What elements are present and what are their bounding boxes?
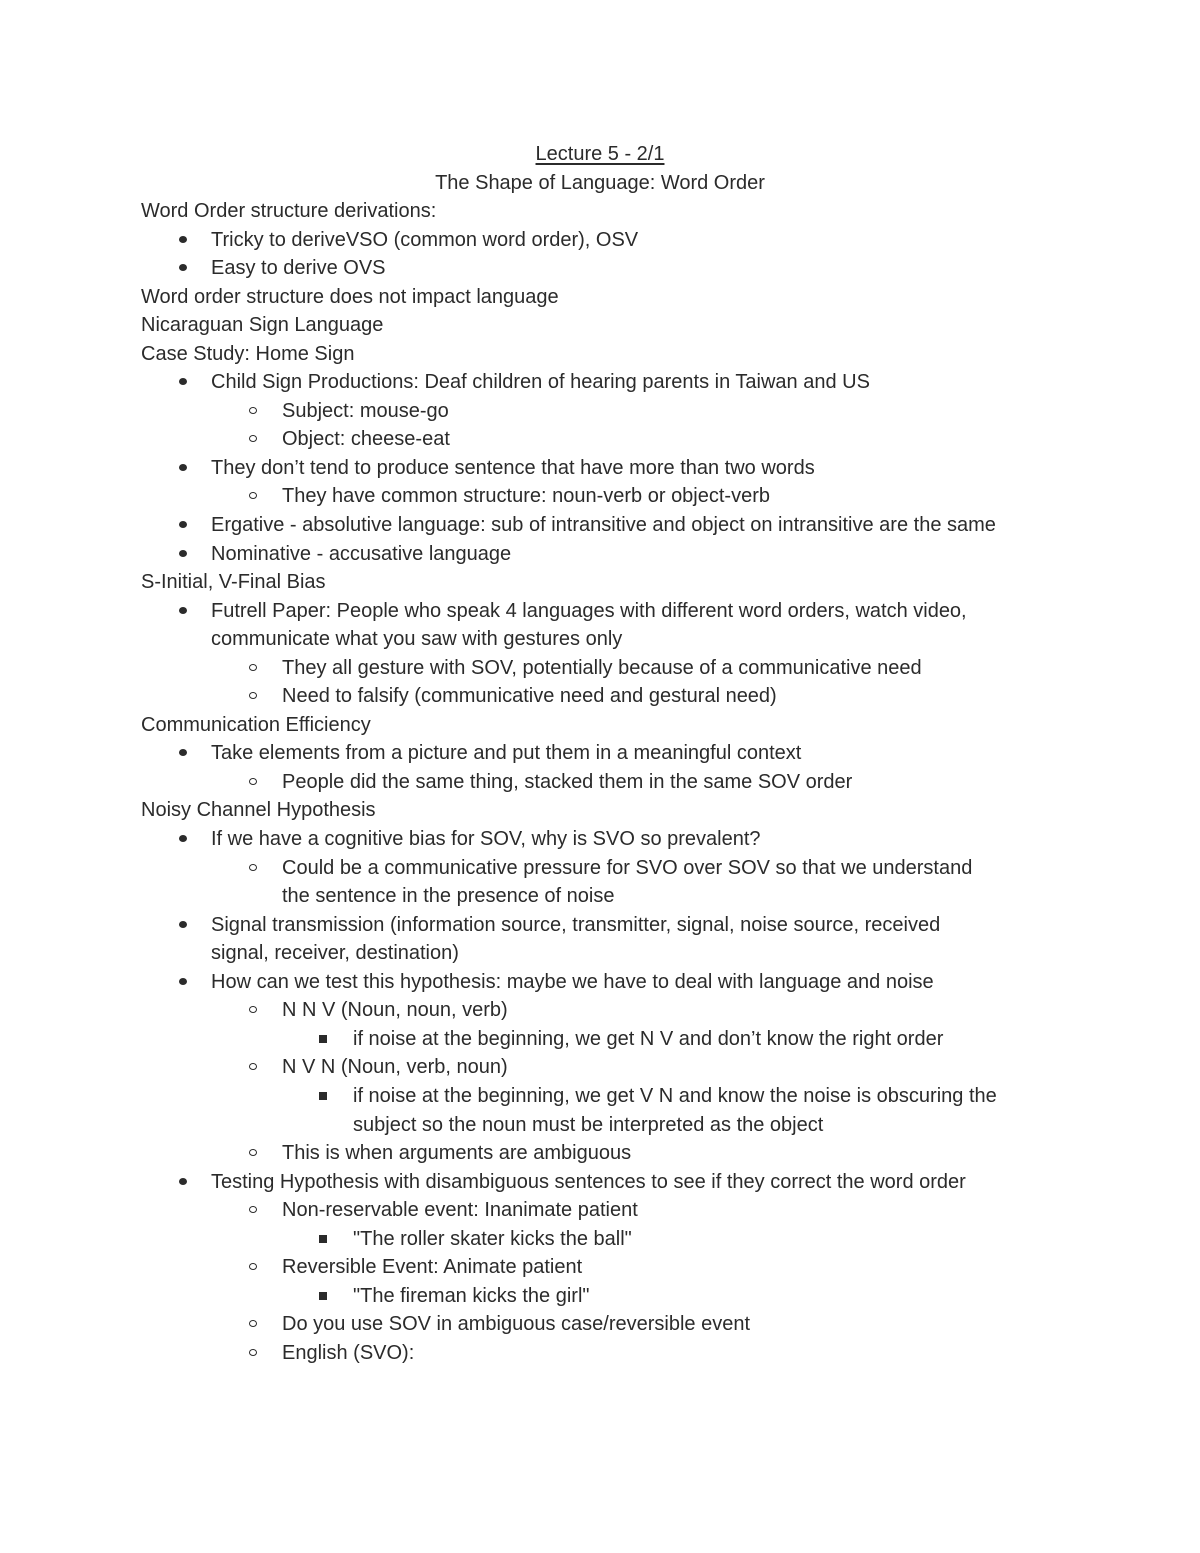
circle-bullet-icon <box>249 664 257 671</box>
disc-bullet-icon <box>179 264 187 271</box>
list-item <box>0 1196 1200 1225</box>
section-heading <box>0 796 1200 825</box>
list-item <box>0 511 1200 540</box>
circle-bullet-icon <box>249 492 257 499</box>
list-item-text: Could be a communicative pressure for SVO over SOV so that we understand <box>282 856 973 879</box>
list-item-text: Signal transmission (information source, transmitter, signal, noise source, received <box>211 913 941 936</box>
square-bullet-icon <box>319 1035 327 1043</box>
list-item <box>0 939 1200 968</box>
list-item-text: Need to falsify (communicative need and gestural need) <box>282 685 777 708</box>
circle-bullet-icon <box>249 407 257 414</box>
circle-bullet-icon <box>249 778 257 785</box>
list-item <box>0 1225 1200 1254</box>
list-item <box>0 682 1200 711</box>
section-heading-text: Noisy Channel Hypothesis <box>141 799 376 822</box>
disc-bullet-icon <box>179 835 187 842</box>
document-subtitle: The Shape of Language: Word Order <box>435 172 765 194</box>
list-item <box>0 625 1200 654</box>
list-item-text: Testing Hypothesis with disambiguous sentences to see if they correct the word order <box>211 1170 966 1193</box>
list-item-text: communicate what you saw with gestures only <box>211 628 623 651</box>
list-item <box>0 1339 1200 1368</box>
list-item <box>0 397 1200 426</box>
list-item <box>0 739 1200 768</box>
list-item-text: Child Sign Productions: Deaf children of hearing parents in Taiwan and US <box>211 371 870 394</box>
square-bullet-icon <box>319 1235 327 1243</box>
list-item <box>0 1139 1200 1168</box>
list-item <box>0 911 1200 940</box>
section-heading-text: S-Initial, V-Final Bias <box>141 571 326 594</box>
list-item-text: This is when arguments are ambiguous <box>282 1142 632 1165</box>
notes-body <box>0 197 1200 1367</box>
section-heading <box>0 568 1200 597</box>
list-item <box>0 1082 1200 1111</box>
circle-bullet-icon <box>249 435 257 442</box>
circle-bullet-icon <box>249 1263 257 1270</box>
list-item <box>0 825 1200 854</box>
circle-bullet-icon <box>249 692 257 699</box>
list-item-text: They all gesture with SOV, potentially because of a communicative need <box>282 656 922 679</box>
square-bullet-icon <box>319 1092 327 1100</box>
section-heading-text: Nicaraguan Sign Language <box>141 314 384 337</box>
list-item <box>0 996 1200 1025</box>
list-item-text: Do you use SOV in ambiguous case/reversible event <box>282 1313 751 1336</box>
list-item-text: subject so the noun must be interpreted as the object <box>353 1113 824 1136</box>
section-heading-text: Word Order structure derivations: <box>141 200 437 222</box>
list-item-text: Tricky to deriveVSO (common word order), OSV <box>211 228 639 251</box>
disc-bullet-icon <box>179 236 187 243</box>
list-item-text: Take elements from a picture and put them in a meaningful context <box>211 742 802 765</box>
list-item-text: signal, receiver, destination) <box>211 942 459 965</box>
list-item <box>0 1025 1200 1054</box>
list-item-text: N N V (Noun, noun, verb) <box>282 999 508 1022</box>
circle-bullet-icon <box>249 864 257 871</box>
circle-bullet-icon <box>249 1063 257 1070</box>
list-item-text: "The roller skater kicks the ball" <box>353 1227 632 1250</box>
list-item <box>0 454 1200 483</box>
list-item-text: If we have a cognitive bias for SOV, why is SVO so prevalent? <box>211 828 761 851</box>
list-item-text: Subject: mouse-go <box>282 399 449 422</box>
list-item <box>0 540 1200 569</box>
disc-bullet-icon <box>179 550 187 557</box>
square-bullet-icon <box>319 1292 327 1300</box>
list-item <box>0 1282 1200 1311</box>
list-item-text: Ergative - absolutive language: sub of intransitive and object on intransitive are the same <box>211 514 996 537</box>
list-item-text: if noise at the beginning, we get N V and don’t know the right order <box>353 1027 944 1050</box>
list-item-text: Easy to derive OVS <box>211 257 386 280</box>
disc-bullet-icon <box>179 749 187 756</box>
list-item <box>0 968 1200 997</box>
list-item <box>0 254 1200 283</box>
list-item-text: the sentence in the presence of noise <box>282 885 615 908</box>
list-item <box>0 597 1200 626</box>
section-heading-text: Communication Efficiency <box>141 713 371 736</box>
list-item-text: They don’t tend to produce sentence that have more than two words <box>211 456 815 479</box>
section-heading <box>0 197 1200 226</box>
list-item <box>0 1053 1200 1082</box>
list-item <box>0 1310 1200 1339</box>
list-item <box>0 1111 1200 1140</box>
disc-bullet-icon <box>179 1178 187 1185</box>
section-heading-text: Case Study: Home Sign <box>141 342 355 365</box>
list-item <box>0 226 1200 255</box>
list-item-text: if noise at the beginning, we get V N and know the noise is obscuring the <box>353 1084 997 1107</box>
list-item <box>0 368 1200 397</box>
document-title: Lecture 5 - 2/1 <box>535 143 665 165</box>
disc-bullet-icon <box>179 978 187 985</box>
section-heading-text: Word order structure does not impact language <box>141 285 559 308</box>
disc-bullet-icon <box>179 607 187 614</box>
list-item <box>0 768 1200 797</box>
list-item-text: Nominative - accusative language <box>211 542 512 565</box>
list-item-text: People did the same thing, stacked them in the same SOV order <box>282 770 853 793</box>
circle-bullet-icon <box>249 1349 257 1356</box>
section-heading <box>0 311 1200 340</box>
list-item <box>0 482 1200 511</box>
disc-bullet-icon <box>179 521 187 528</box>
list-item-text: "The fireman kicks the girl" <box>353 1284 590 1307</box>
list-item-text: They have common structure: noun-verb or object-verb <box>282 485 770 508</box>
list-item-text: Futrell Paper: People who speak 4 languages with different word orders, watch video, <box>211 599 967 622</box>
list-item-text: N V N (Noun, verb, noun) <box>282 1056 508 1079</box>
list-item-text: How can we test this hypothesis: maybe we have to deal with language and noise <box>211 970 934 993</box>
circle-bullet-icon <box>249 1206 257 1213</box>
list-item <box>0 654 1200 683</box>
disc-bullet-icon <box>179 378 187 385</box>
section-heading <box>0 711 1200 740</box>
circle-bullet-icon <box>249 1320 257 1327</box>
list-item-text: Object: cheese-eat <box>282 428 450 451</box>
list-item-text: Reversible Event: Animate patient <box>282 1256 583 1279</box>
list-item-text: English (SVO): <box>282 1341 415 1364</box>
list-item <box>0 1168 1200 1197</box>
list-item <box>0 882 1200 911</box>
list-item-text: Non-reservable event: Inanimate patient <box>282 1199 638 1222</box>
section-heading <box>0 283 1200 312</box>
circle-bullet-icon <box>249 1149 257 1156</box>
disc-bullet-icon <box>179 921 187 928</box>
disc-bullet-icon <box>179 464 187 471</box>
list-item <box>0 1253 1200 1282</box>
section-heading <box>0 340 1200 369</box>
list-item <box>0 854 1200 883</box>
circle-bullet-icon <box>249 1006 257 1013</box>
list-item <box>0 425 1200 454</box>
